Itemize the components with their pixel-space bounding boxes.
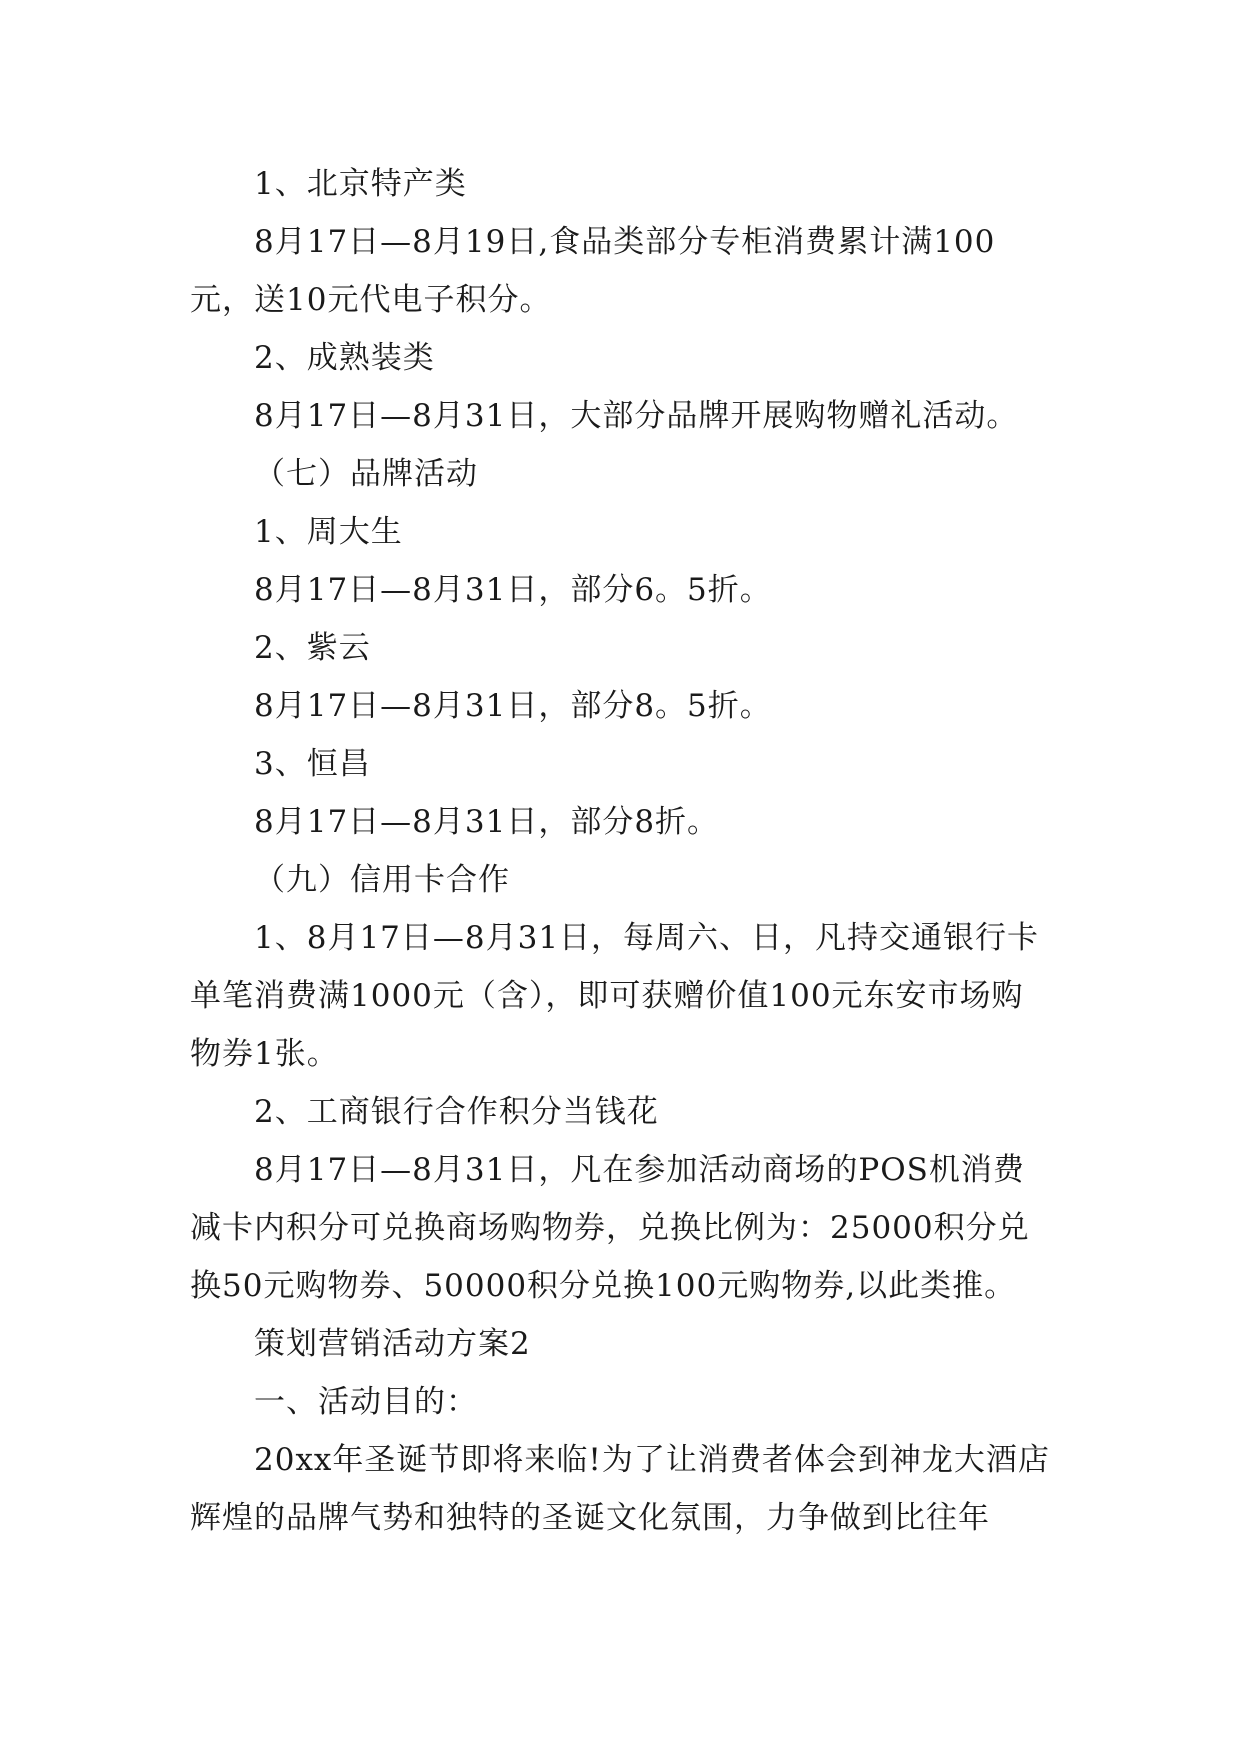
section-heading-credit-card: （九）信用卡合作 [254, 862, 510, 898]
paragraph-food-promo: 8月17日—8月19日,食品类部分专柜消费累计满100元，送10元代电子积分。 [190, 224, 996, 318]
paragraph-zhoudasheng-promo: 8月17日—8月31日，部分6。5折。 [254, 572, 772, 608]
paragraph-clothing-promo: 8月17日—8月31日，大部分品牌开展购物赠礼活动。 [254, 398, 1019, 434]
paragraph-bocom-promo: 1、8月17日—8月31日，每周六、日，凡持交通银行卡单笔消费满1000元（含），即可获赠价值100元东安市场购物券1张。 [190, 920, 1040, 1072]
paragraph-hengchang-promo: 8月17日—8月31日，部分8折。 [254, 804, 720, 840]
paragraph-ziyun-promo: 8月17日—8月31日，部分8。5折。 [254, 688, 772, 724]
paragraph-mature-clothing-heading: 2、成熟装类 [254, 340, 435, 376]
paragraph-hengchang-heading: 3、恒昌 [254, 746, 371, 782]
paragraph-beijing-specialty-heading: 1、北京特产类 [254, 166, 467, 202]
document-body [190, 155, 1052, 1547]
paragraph-icbc-heading: 2、工商银行合作积分当钱花 [254, 1094, 659, 1130]
paragraph-ziyun-heading: 2、紫云 [254, 630, 371, 666]
paragraph-plan-2-title: 策划营销活动方案2 [254, 1326, 531, 1362]
paragraph-activity-purpose-heading: 一、活动目的： [254, 1384, 478, 1420]
paragraph-zhoudasheng-heading: 1、周大生 [254, 514, 403, 550]
section-heading-brand-activities: （七）品牌活动 [254, 456, 478, 492]
paragraph-christmas-intro: 20xx年圣诞节即将来临!为了让消费者体会到神龙大酒店辉煌的品牌气势和独特的圣诞文化氛围，力争做到比往年 [190, 1442, 1050, 1536]
paragraph-icbc-promo: 8月17日—8月31日，凡在参加活动商场的POS机消费减卡内积分可兑换商场购物券，兑换比例为：25000积分兑换50元购物券、50000积分兑换100元购物券,以此类推。 [190, 1152, 1030, 1304]
